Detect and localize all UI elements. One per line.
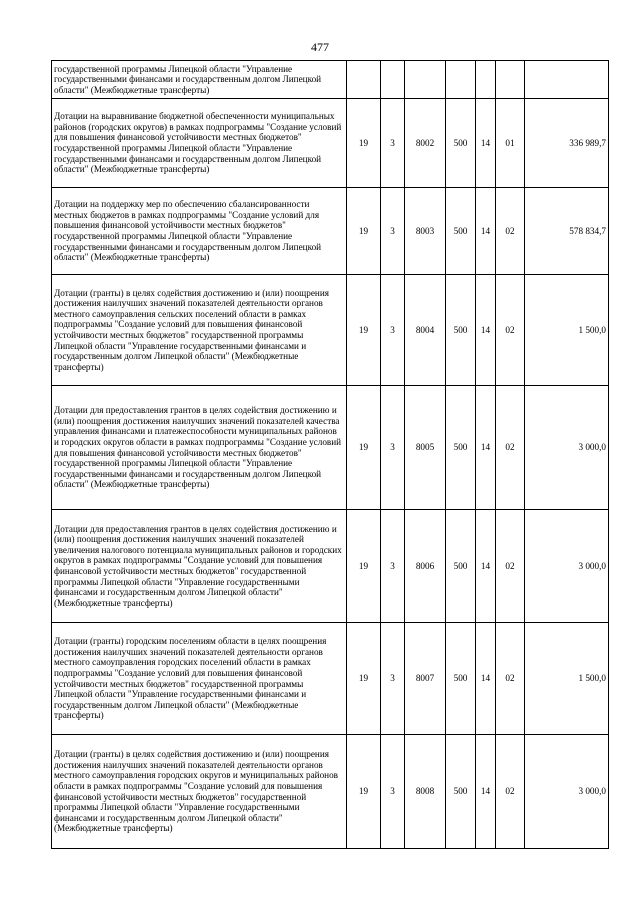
row-description: Дотации (гранты) городским поселениям области в целях поощрения достижения наилучших значений показателей деятельности органов местного самоуправления городских поселений области в рамках подпрограммы "Создание условий для повышения финансовой устойчивости местных бюджетов" государственной программы Липецкой области "Управление государственными финансами и государственным долгом Липецкой области" (Межбюджетные трансферты) — [52, 623, 347, 735]
row-description: Дотации на поддержку мер по обеспечению сбалансированности местных бюджетов в рамках подпрограммы "Создание условий для повышения финансовой устойчивости местных бюджетов" государственной программы Липецкой области "Управление государственными финансами и государственным долгом Липецкой области" (Межбюджетные трансферты) — [52, 188, 347, 275]
code-cell: 19 — [347, 275, 381, 386]
code-cell: 02 — [496, 275, 525, 386]
row-description: Дотации (гранты) в целях содействия достижению и (или) поощрения достижения наилучших значений показателей деятельности органов местного самоуправления городских округов и муниципальных районов области в рамках подпрограммы "Создание условий для повышения финансовой устойчивости местных бюджетов" государственной программы Липецкой области "Управление государственными финансами и государственным долгом Липецкой области" (Межбюджетные трансферты) — [52, 735, 347, 849]
code-cell: 500 — [446, 510, 476, 623]
row-description: Дотации для предоставления грантов в целях содействия достижению и (или) поощрения достижения наилучших значений показателей увеличения налогового потенциала муниципальных районов и городских округов в рамках подпрограммы "Создание условий для повышения финансовой устойчивости местных бюджетов" государственной программы Липецкой области "Управление государственными финансами и государственным долгом Липецкой области" (Межбюджетные трансферты) — [52, 510, 347, 623]
table-row — [52, 188, 609, 275]
code-cell: 3 — [381, 188, 405, 275]
amount-cell: 3 000,0 — [525, 735, 609, 849]
row-description: Дотации (гранты) в целях содействия достижению и (или) поощрения достижения наилучших значений показателей деятельности органов местного самоуправления сельских поселений области в рамках подпрограммы "Создание условий для повышения финансовой устойчивости местных бюджетов" государственной программы Липецкой области "Управление государственными финансами и государственным долгом Липецкой области" (Межбюджетные трансферты) — [52, 275, 347, 386]
code-cell — [446, 61, 476, 99]
code-cell: 02 — [496, 510, 525, 623]
code-cell: 14 — [476, 275, 496, 386]
row-description: Дотации на выравнивание бюджетной обеспеченности муниципальных районов (городских округов) в рамках подпрограммы "Создание условий для повышения финансовой устойчивости местных бюджетов" государственной программы Липецкой области "Управление государственными финансами и государственным долгом Липецкой области" (Межбюджетные трансферты) — [52, 99, 347, 188]
code-cell: 8006 — [405, 510, 446, 623]
amount-cell: 3 000,0 — [525, 510, 609, 623]
code-cell: 8003 — [405, 188, 446, 275]
table-row — [52, 275, 609, 386]
code-cell: 500 — [446, 623, 476, 735]
code-cell: 500 — [446, 99, 476, 188]
code-cell — [476, 61, 496, 99]
code-cell: 3 — [381, 510, 405, 623]
amount-cell: 336 989,7 — [525, 99, 609, 188]
code-cell — [381, 61, 405, 99]
code-cell: 500 — [446, 275, 476, 386]
code-cell: 02 — [496, 623, 525, 735]
code-cell: 14 — [476, 510, 496, 623]
code-cell: 3 — [381, 275, 405, 386]
code-cell: 19 — [347, 735, 381, 849]
amount-cell: 578 834,7 — [525, 188, 609, 275]
table-row — [52, 386, 609, 510]
code-cell: 8007 — [405, 623, 446, 735]
table-row — [52, 510, 609, 623]
code-cell: 8005 — [405, 386, 446, 510]
code-cell: 19 — [347, 386, 381, 510]
amount-cell: 3 000,0 — [525, 386, 609, 510]
code-cell: 500 — [446, 386, 476, 510]
code-cell: 500 — [446, 188, 476, 275]
code-cell: 3 — [381, 386, 405, 510]
code-cell: 14 — [476, 623, 496, 735]
page-number: 477 — [311, 40, 329, 54]
code-cell: 8008 — [405, 735, 446, 849]
amount-cell — [525, 61, 609, 99]
code-cell: 14 — [476, 188, 496, 275]
amount-cell: 1 500,0 — [525, 623, 609, 735]
code-cell: 3 — [381, 623, 405, 735]
budget-table — [51, 60, 609, 849]
code-cell: 3 — [381, 99, 405, 188]
table-row — [52, 623, 609, 735]
table-row — [52, 735, 609, 849]
code-cell: 02 — [496, 386, 525, 510]
table-row — [52, 99, 609, 188]
row-description: Дотации для предоставления грантов в целях содействия достижению и (или) поощрения достижения наилучших значений показателей качества управления финансами и платежеспособности муниципальных районов и городских округов области в рамках подпрограммы "Создание условий для повышения финансовой устойчивости местных бюджетов" государственной программы Липецкой области "Управление государственными финансами и государственным долгом Липецкой области" (Межбюджетные трансферты) — [52, 386, 347, 510]
code-cell: 14 — [476, 386, 496, 510]
code-cell: 500 — [446, 735, 476, 849]
amount-cell: 1 500,0 — [525, 275, 609, 386]
code-cell: 01 — [496, 99, 525, 188]
code-cell: 8004 — [405, 275, 446, 386]
table-row — [52, 61, 609, 99]
code-cell: 19 — [347, 188, 381, 275]
code-cell: 02 — [496, 188, 525, 275]
code-cell: 19 — [347, 623, 381, 735]
code-cell: 3 — [381, 735, 405, 849]
code-cell — [405, 61, 446, 99]
code-cell: 14 — [476, 735, 496, 849]
code-cell: 02 — [496, 735, 525, 849]
code-cell: 19 — [347, 510, 381, 623]
code-cell: 8002 — [405, 99, 446, 188]
code-cell: 19 — [347, 99, 381, 188]
code-cell — [347, 61, 381, 99]
code-cell — [496, 61, 525, 99]
row-description: государственной программы Липецкой области "Управление государственными финансами и государственным долгом Липецкой области" (Межбюджетные трансферты) — [52, 61, 347, 99]
code-cell: 14 — [476, 99, 496, 188]
